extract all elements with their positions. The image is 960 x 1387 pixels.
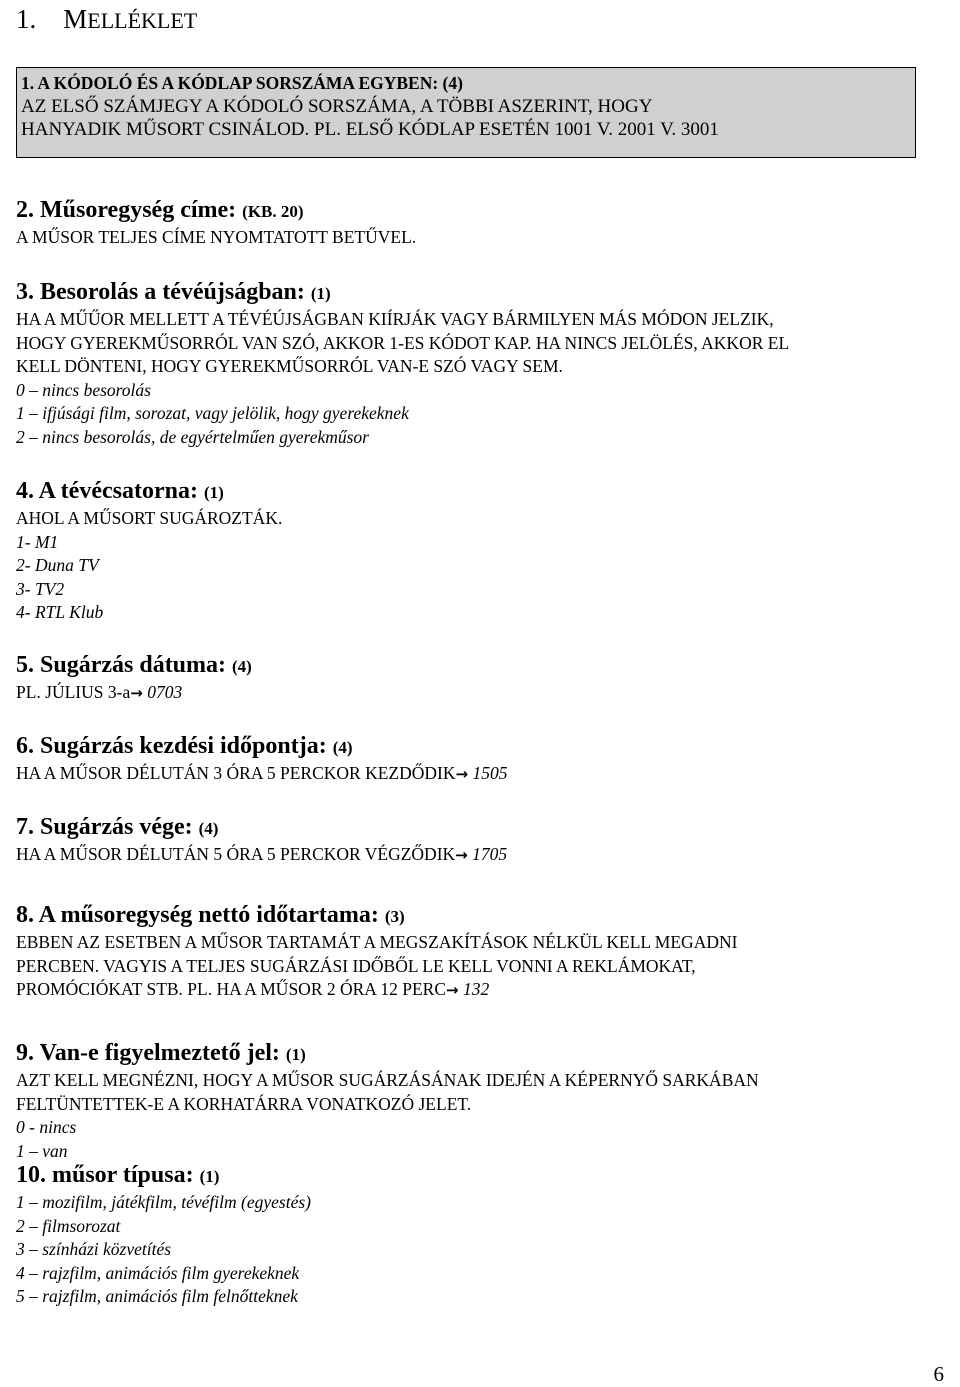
section-heading: 8. A műsoregység nettó időtartama: (3) [16,902,405,928]
coder-code-box [16,67,916,158]
section-heading: 7. Sugárzás vége: (4) [16,814,219,840]
code-option: 1 – ifjúsági film, sorozat, vagy jelölik, hogy gyerekeknek [16,403,409,423]
code-option: 0 - nincs [16,1117,77,1137]
code-option: 2 – filmsorozat [16,1215,121,1236]
section-broadcast-date [16,651,946,706]
section-heading: 5. Sugárzás dátuma: (4) [16,652,252,678]
code-option: 1 – van [16,1140,68,1161]
title-initial: M [63,4,88,34]
code-option: 4 – rajzfilm, animációs film gyerekeknek [16,1262,300,1283]
section-start-time [16,732,946,787]
code-option: 2- Duna TV [16,555,99,575]
section-heading: 2. Műsoregység címe: (KB. 20) [16,197,304,223]
code-option: 4- RTL Klub [16,602,104,622]
code-option: 2 – nincs besorolás, de egyértelműen gyerekműsor [16,426,369,447]
section-text: AHOL A MŰSORT SUGÁROZTÁK. [16,508,283,528]
section-heading: 10. műsor típusa: (1) [16,1162,220,1188]
arrow-right-icon: → [455,846,468,864]
section-text: PERCBEN. VAGYIS A TELJES SUGÁRZÁSI IDŐBŐL LE KELL VONNI A REKLÁMOKAT, [16,955,696,976]
title-rest: ELLÉKLET [87,8,198,33]
section-heading: 9. Van-e figyelmeztető jel: (1) [16,1040,306,1066]
page-number: 6 [933,1362,944,1386]
page-title [16,4,197,35]
section-heading: 6. Sugárzás kezdési időpontja: (4) [16,733,353,759]
section-text: A MŰSOR TELJES CÍME NYOMTATOTT BETŰVEL. [16,227,417,247]
section-program-type [16,1161,946,1309]
arrow-right-icon: → [130,684,143,702]
code-option: 0 – nincs besorolás [16,379,151,400]
section-channel [16,477,946,625]
example-line: HA A MŰSOR DÉLUTÁN 5 ÓRA 5 PERCKOR VÉGZŐDIK→ 1705 [16,844,508,864]
section-end-time [16,813,946,868]
section-text: KELL DÖNTENI, HOGY GYEREKMŰSORRÓL VAN-E SZÓ VAGY SEM. [16,356,563,376]
section-heading: 3. Besorolás a tévéújságban: (1) [16,279,331,305]
code-option: 3 – színházi közvetítés [16,1239,172,1259]
section-text: HOGY GYEREKMŰSORRÓL VAN SZÓ, AKKOR 1-ES KÓDOT KAP. HA NINCS JELÖLÉS, AKKOR EL [16,332,790,353]
section-text: FELTÜNTETTEK-E A KORHATÁRRA VONATKOZÓ JELET. [16,1093,472,1114]
code-option: 1 – mozifilm, játékfilm, tévéfilm (egyestés) [16,1192,311,1212]
arrow-right-icon: → [455,765,469,783]
example-line: HA A MŰSOR DÉLUTÁN 3 ÓRA 5 PERCKOR KEZDŐDIK→ 1505 [16,763,508,783]
arrow-right-icon: → [446,981,459,999]
example-line: PROMÓCIÓKAT STB. PL. HA A MŰSOR 2 ÓRA 12 PERC→ 132 [16,979,490,999]
box-line: HANYADIK MŰSORT CSINÁLOD. PL. ELSŐ KÓDLAP ESETÉN 1001 V. 2001 V. 3001 [21,119,719,140]
section-heading: 4. A tévécsatorna: (1) [16,478,224,504]
code-option: 1- M1 [16,531,59,552]
section-text: AZT KELL MEGNÉZNI, HOGY A MŰSOR SUGÁRZÁSÁNAK IDEJÉN A KÉPERNYŐ SARKÁBAN [16,1070,759,1090]
section-title [16,196,946,250]
code-option: 3- TV2 [16,578,65,599]
section-net-duration [16,901,946,1003]
section-classification [16,278,946,449]
title-number: 1. [16,4,37,34]
section-text: EBBEN AZ ESETBEN A MŰSOR TARTAMÁT A MEGSZAKÍTÁSOK NÉLKÜL KELL MEGADNI [16,932,738,952]
code-option: 5 – rajzfilm, animációs film felnőtteknek [16,1286,298,1306]
box-line: AZ ELSŐ SZÁMJEGY A KÓDOLÓ SORSZÁMA, A TÖBBI ASZERINT, HOGY [21,96,653,117]
section-text: HA A MŰŰOR MELLETT A TÉVÉÚJSÁGBAN KIÍRJÁK VAGY BÁRMILYEN MÁS MÓDON JELZIK, [16,309,774,329]
section-warning-sign [16,1039,946,1163]
box-heading: 1. A KÓDOLÓ ÉS A KÓDLAP SORSZÁMA EGYBEN: (4) [21,73,463,93]
example-line: PL. JÚLIUS 3-a→ 0703 [16,682,183,702]
